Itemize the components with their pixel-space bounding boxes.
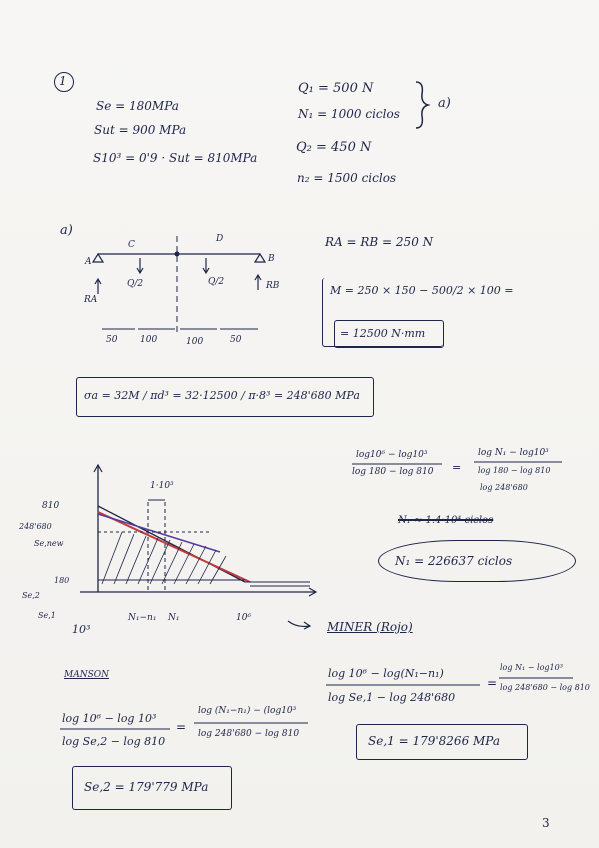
manson-right-bar (194, 722, 308, 724)
sn-x-106: 10⁶ (236, 613, 252, 623)
given-s103: S10³ = 0'9 · Sut = 810MPa (93, 151, 258, 165)
reaction-a: RA (84, 295, 98, 305)
sn-y-180: 180 (54, 576, 70, 585)
log-ratio-right-bar (474, 461, 562, 463)
load-d: Q/2 (208, 277, 225, 287)
sn-y-810: 810 (42, 501, 60, 511)
beam-dim-3: 100 (186, 337, 204, 347)
beam-diagram (80, 232, 270, 342)
given-q2: Q₂ = 450 N (296, 140, 372, 155)
log-ratio-left-bottom: log 180 − log 810 (352, 467, 434, 477)
log-ratio-eq: = (452, 461, 462, 474)
miner-right-bottom: log 248'680 − log 810 (500, 683, 590, 692)
se2-result: Se,2 = 179'779 MPa (84, 780, 209, 794)
manson-label: MANSON (64, 670, 110, 680)
miner-left-bottom: log Se,1 − log 248'680 (328, 691, 456, 704)
manson-eq-sign: = (176, 720, 187, 734)
miner-eq-sign: = (487, 676, 498, 690)
miner-right-bar (499, 677, 573, 679)
given-se: Se = 180MPa (96, 99, 179, 113)
beam-point-b: B (268, 254, 275, 264)
sn-x-n1: N₁ (168, 613, 180, 623)
manson-left-top: log 10⁶ − log 10³ (62, 712, 157, 725)
log-ratio-right-bottom1: log 180 − log 810 (478, 466, 551, 475)
sn-y-248: 248'680 (19, 522, 52, 531)
log-ratio-left-top: log10⁶ − log10³ (356, 450, 428, 460)
sn-x-n1n1: N₁−n₁ (128, 613, 157, 623)
miner-label: MINER (Rojo) (327, 620, 413, 634)
manson-left-bar (60, 728, 170, 730)
beam-point-c: C (128, 240, 135, 250)
miner-left-bar (326, 684, 480, 686)
given-n2: n₂ = 1500 ciclos (297, 171, 397, 185)
beam-dim-1: 50 (106, 335, 118, 345)
brace-label: a) (438, 96, 451, 111)
problem-number: 1 (59, 74, 67, 88)
stress-equation: σa = 32M / πd³ = 32·12500 / π·8³ = 248'680 MPa (84, 389, 360, 402)
load-c: Q/2 (127, 279, 144, 289)
moment-result-box (334, 320, 444, 348)
manson-left-bottom: log Se,2 − log 810 (62, 735, 166, 748)
moment-line2: = 12500 N·mm (340, 327, 426, 340)
n1-result: N₁ = 226637 ciclos (395, 554, 513, 568)
beam-point-a: A (85, 257, 92, 267)
beam-dim-2: 100 (140, 335, 158, 345)
manson-right-bottom: log 248'680 − log 810 (198, 729, 300, 739)
scratched-result: N₁ ≈ 1.4·10⁴ ciclos (398, 515, 494, 526)
log-ratio-right-top: log N₁ − log10³ (478, 448, 549, 458)
sn-diagram (60, 462, 320, 622)
log-ratio-left-bar (352, 463, 442, 465)
beam-dim-4: 50 (230, 335, 242, 345)
manson-right-top: log (N₁−n₁) − (log10³ (198, 706, 297, 716)
miner-right-top: log N₁ − log10³ (500, 663, 563, 672)
brace-icon (414, 80, 434, 130)
moment-line1: M = 250 × 150 − 500/2 × 100 = (330, 284, 514, 297)
sn-annot: 1·10³ (150, 481, 174, 491)
log-ratio-right-bottom2: log 248'680 (480, 483, 528, 492)
sn-y-se2: Se,2 (22, 591, 40, 600)
arrow-icon (287, 618, 311, 630)
part-a-label: a) (60, 223, 73, 238)
beam-point-d: D (216, 234, 224, 244)
se1-result: Se,1 = 179'8266 MPa (368, 734, 500, 748)
given-sut: Sut = 900 MPa (94, 123, 187, 137)
given-n1: N₁ = 1000 ciclos (298, 107, 400, 121)
sn-x-103: 10³ (72, 623, 91, 636)
reaction-b: RB (266, 281, 280, 291)
miner-left-top: log 10⁶ − log(N₁−n₁) (328, 667, 444, 680)
page-number: 3 (542, 816, 550, 830)
reactions: RA = RB = 250 N (325, 235, 434, 249)
sn-y-se1: Se,1 (38, 611, 56, 620)
sn-y-senew: Se,new (34, 539, 64, 548)
given-q1: Q₁ = 500 N (298, 81, 374, 96)
